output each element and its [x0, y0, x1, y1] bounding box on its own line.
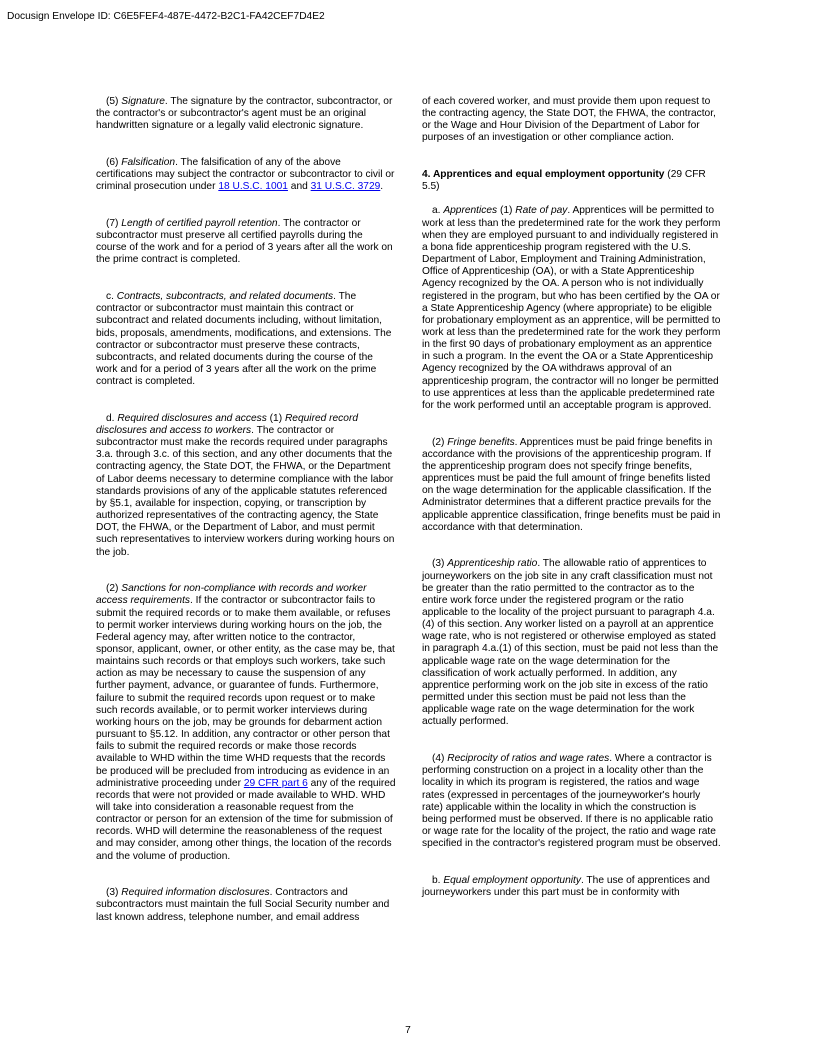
paragraph-information-disclosures: (3) Required information disclosures. Contractors and subcontractors must maintain the full Social Security number and last known address, telephone number, and email address: [96, 887, 390, 923]
link-29-cfr-part-6[interactable]: 29 CFR part 6: [243, 777, 308, 789]
paragraph-payroll-retention: (7) Length of certified payroll retention. The contractor or subcontractor must preserve all certified payrolls during the course of the work and for a period of 3 years after all the work on the prime contract is completed.: [96, 217, 393, 266]
paragraph-apprentices-rate-of-pay: a. Apprentices (1) Rate of pay. Apprentices will be permitted to work at less than the predetermined rate for the work they perform when they are employed pursuant to and individually registered in a bona fide apprenticeship program registered with the U.S. Department of Labor, Employment and Training Administration, Office of Apprenticeship (OA), or with a State Apprenticeship Agency recognized by the OA. A person who is not individually registered in the program, but who has been certified by the OA or a State Apprenticeship Agency (where appropriate) to be eligible for probationary employment as an apprentice, will be permitted to work at less than the predetermined rate for the work they perform in the first 90 days of probationary employment as an apprentice in such a program. In the event the OA or a State Apprenticeship Agency recognized by the OA withdraws approval of an apprenticeship program, the contractor will no longer be permitted to use apprentices at less than the applicable predetermined rate for the work performed until an acceptable program is approved.: [422, 205, 721, 411]
section-heading-apprentices: 4. Apprentices and equal employment opportunity (29 CFR 5.5): [422, 169, 706, 193]
paragraph-signature: (5) Signature. The signature by the contractor, subcontractor, or the contractor's or subcontractor's agent must be an original handwritten signature or a legally valid electronic signature.: [96, 96, 393, 132]
paragraph-required-disclosures: d. Required disclosures and access (1) Required record disclosures and access to workers. The contractor or subcontractor must make the records required under paragraphs 3.a. through 3.c. of this section, and any other documents that the contracting agency, the State DOT, the FHWA, or the Department of Labor deems necessary to determine compliance with the labor standards provisions of any of the applicable statutes referenced by §5.1, available for inspection, copying, or transcription by authorized representatives of the contracting agency, the State DOT, the FHWA, or the Department of Labor, and must permit such representatives to interview workers during working hours on the job.: [96, 412, 395, 558]
right-column: [422, 96, 722, 924]
page-number: 7: [405, 1025, 411, 1036]
paragraph-reciprocity: (4) Reciprocity of ratios and wage rates. Where a contractor is performing construction on a project in a locality other than the locality in which its program is registered, the ratios and wage rates (expressed in percentages of the journeyworker's hourly rate) applicable within the locality in which the construction is being performed must be observed. If there is no applicable ratio or wage rate for the locality of the project, the ratio and wage rate specified in the contractor's registered program must be observed.: [422, 753, 721, 850]
paragraph-equal-employment: b. Equal employment opportunity. The use of apprentices and journeyworkers under this part must be in conformity with: [422, 874, 710, 898]
paragraph-continuation: of each covered worker, and must provide them upon request to the contracting agency, the State DOT, the FHWA, the contractor, or the Wage and Hour Division of the Department of Labor for purposes of an investigation or other compliance action.: [422, 96, 716, 144]
left-column: [96, 96, 396, 948]
envelope-id: Docusign Envelope ID: C6E5FEF4-487E-4472-B2C1-FA42CEF7D4E2: [7, 11, 325, 22]
paragraph-sanctions: (2) Sanctions for non-compliance with records and worker access requirements. If the contractor or subcontractor fails to submit the required records or to make them available, or refuses to permit worker interviews during working hours on the job, the Federal agency may, after written notice to the contractor, sponsor, applicant, owner, or other entity, as the case may be, that maintains such records or that employs such workers, take such action as may be necessary to cause the suspension of any further payment, advance, or guarantee of funds. Furthermore, failure to submit the required records upon request or to make such records available, or to permit worker interviews during working hours on the job, may be grounds for debarment action pursuant to §5.12. In addition, any contractor or other person that fails to submit the required records or make those records available to WHD within the time WHD requests that the records be produced will be precluded from introducing as evidence in an administrative proceeding under 29 CFR part 6 any of the required records that were not provided or made available to WHD. WHD will take into consideration a reasonable request from the contractor or person for an extension of the time for submission of records. WHD will determine the reasonableness of the request and may consider, among other things, the location of the records and the volume of production.: [96, 583, 396, 862]
paragraph-apprenticeship-ratio: (3) Apprenticeship ratio. The allowable ratio of apprentices to journeyworkers on the job site in any craft classification must not be greater than the ratio permitted to the contractor as to the entire work force under the registered program or the ratio applicable to the locality of the project pursuant to paragraph 4.a.(4) of this section. Any worker listed on a payroll at an apprentice wage rate, who is not registered or otherwise employed as stated in paragraph 4.a.(1) of this section, must be paid not less than the applicable wage rate on the wage determination for the classification of work actually performed. In addition, any apprentice performing work on the job site in excess of the ratio permitted under this section must be paid not less than the applicable wage rate on the wage determination for the work actually performed.: [422, 558, 719, 728]
paragraph-falsification: (6) Falsification. The falsification of any of the above certifications may subject the contractor or subcontractor to civil or criminal prosecution under 18 U.S.C. 1001 and 31 U.S.C. 3729.: [96, 156, 395, 193]
paragraph-fringe-benefits: (2) Fringe benefits. Apprentices must be paid fringe benefits in accordance with the provisions of the apprenticeship program. If the apprenticeship program does not specify fringe benefits, apprentices must be paid the full amount of fringe benefits listed on the wage determination for the applicable classification. If the Administrator determines that a different practice prevails for the applicable apprentice classification, fringe benefits must be paid in accordance with that determination.: [422, 436, 721, 533]
link-31-usc-3729[interactable]: 31 U.S.C. 3729: [310, 181, 381, 193]
link-18-usc-1001[interactable]: 18 U.S.C. 1001: [218, 181, 288, 193]
paragraph-contracts-subcontracts: c. Contracts, subcontracts, and related documents. The contractor or subcontractor must maintain this contract or subcontract and related documents including, without limitation, bids, proposals, amendments, modifications, and extensions. The contractor or subcontractor must preserve these contracts, subcontracts, and related documents during the course of the work and for a period of 3 years after all the work on the prime contract is completed.: [96, 291, 392, 388]
